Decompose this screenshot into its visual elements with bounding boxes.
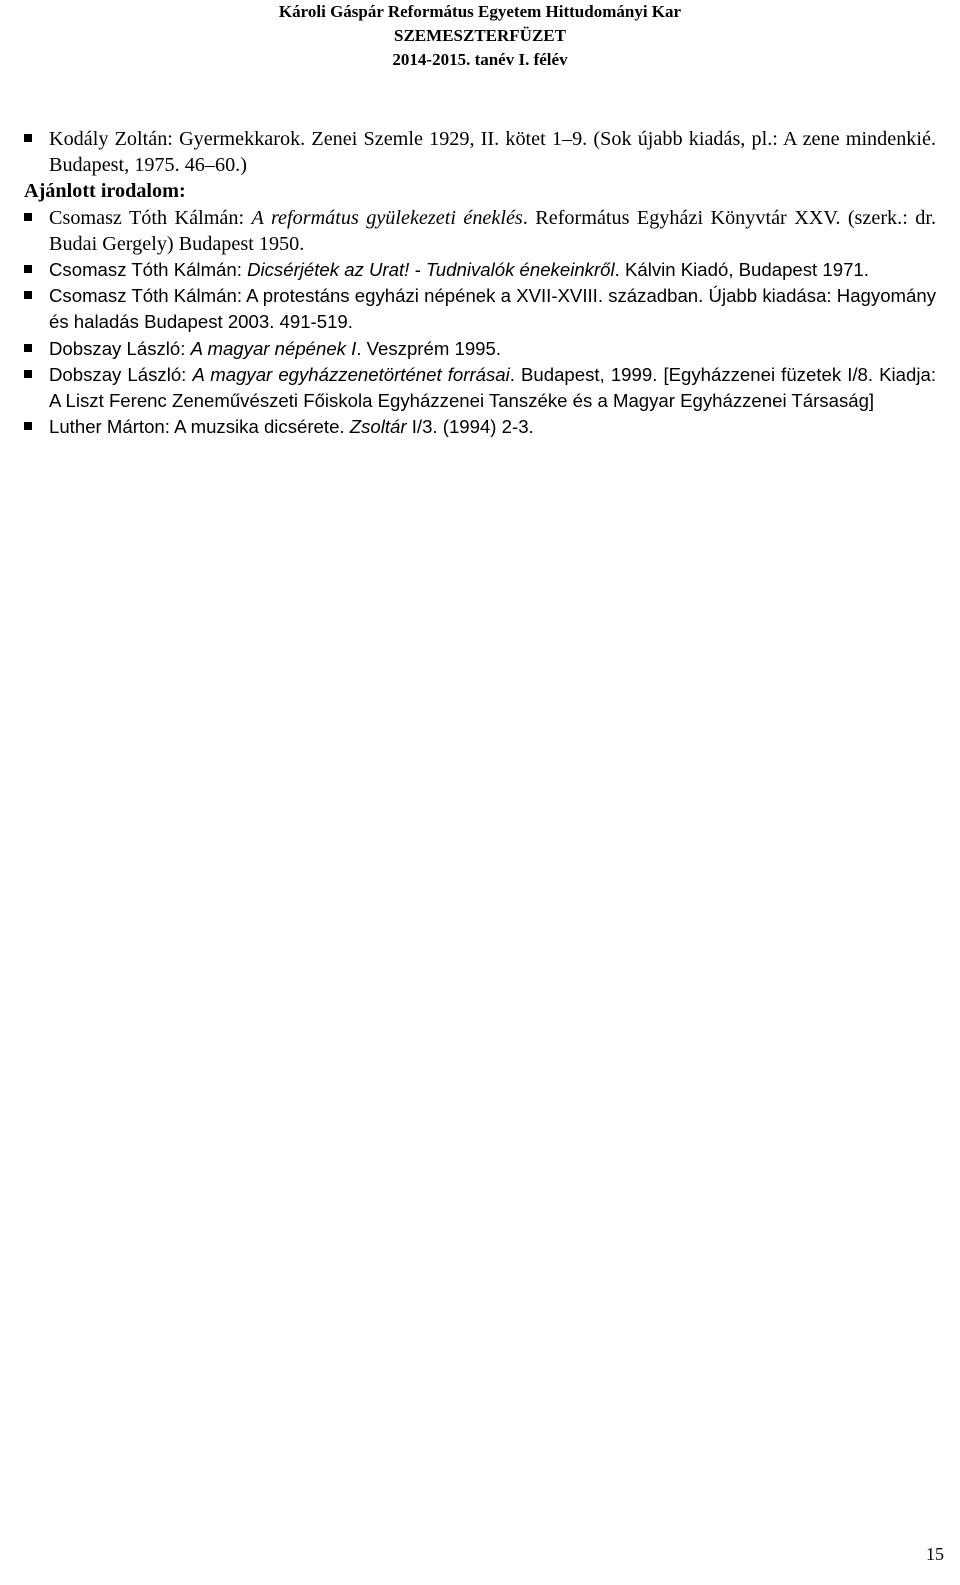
recommended-heading: Ajánlott irodalom: xyxy=(24,180,186,203)
reference-author: Luther Márton: A muzsika dicsérete. xyxy=(49,416,350,438)
list-item-reference xyxy=(24,283,936,335)
page-header xyxy=(0,0,960,72)
square-bullet-icon xyxy=(24,344,32,352)
list-item-text: Kodály Zoltán: Gyermekkarok. Zenei Szemle 1929, II. kötet 1–9. (Sok újabb kiadás, pl.: A zene mindenkié. Budapest, 1975. 46–60.) xyxy=(49,128,936,177)
square-bullet-icon xyxy=(24,291,32,299)
reference-title: A magyar egyházzenetörténet forrásai xyxy=(192,363,510,385)
list-item-reference xyxy=(24,205,936,257)
publication-title: SZEMESZTERFÜZET xyxy=(394,26,566,45)
list-item-reference xyxy=(24,257,936,283)
reference-title: A református gyülekezeti éneklés xyxy=(251,206,523,229)
reference-title: Dicsérjétek az Urat! - Tudnivalók énekeinkről xyxy=(247,259,615,281)
list-item-kodaly xyxy=(24,126,936,178)
reference-title: Zsoltár xyxy=(349,416,407,438)
reference-author: Csomasz Tóth Kálmán: xyxy=(49,259,248,281)
reference-details: . Református Egyházi Könyvtár XXV. (szerk.: dr. Budai Gergely) Budapest 1950. xyxy=(49,206,936,255)
reference-details: I/3. (1994) 2-3. xyxy=(406,416,534,438)
square-bullet-icon xyxy=(24,265,32,273)
square-bullet-icon xyxy=(24,370,32,378)
list-item-reference xyxy=(24,336,936,362)
reference-author: Dobszay László: xyxy=(49,337,191,359)
institution-name: Károli Gáspár Református Egyetem Hittudományi Kar xyxy=(278,2,682,21)
reference-author: Dobszay László: xyxy=(49,363,193,385)
reference-details: . Budapest, 1999. [Egyházzenei füzetek I/8. Kiadja: A Liszt Ferenc Zeneművészeti Főiskola Egyházzenei Tanszéke és a Magyar Egyházzenei Társaság] xyxy=(49,363,936,412)
square-bullet-icon xyxy=(24,422,32,430)
reference-details: . Kálvin Kiadó, Budapest 1971. xyxy=(614,259,869,281)
reference-details: . Veszprém 1995. xyxy=(356,337,502,359)
square-bullet-icon xyxy=(24,134,32,142)
list-item-reference xyxy=(24,414,936,440)
reference-text: Csomasz Tóth Kálmán: A protestáns egyházi népének a XVII-XVIII. században. Újabb kiadása: Hagyomány és haladás Budapest 2003. 491-519. xyxy=(49,285,936,333)
term-label: 2014-2015. tanév I. félév xyxy=(392,50,568,69)
square-bullet-icon xyxy=(24,213,32,221)
list-item-reference xyxy=(24,362,936,414)
reference-title: A magyar népének I xyxy=(190,337,357,359)
bibliography-content xyxy=(24,126,936,440)
reference-author: Csomasz Tóth Kálmán: xyxy=(49,206,252,229)
page-number: 15 xyxy=(926,1544,944,1564)
